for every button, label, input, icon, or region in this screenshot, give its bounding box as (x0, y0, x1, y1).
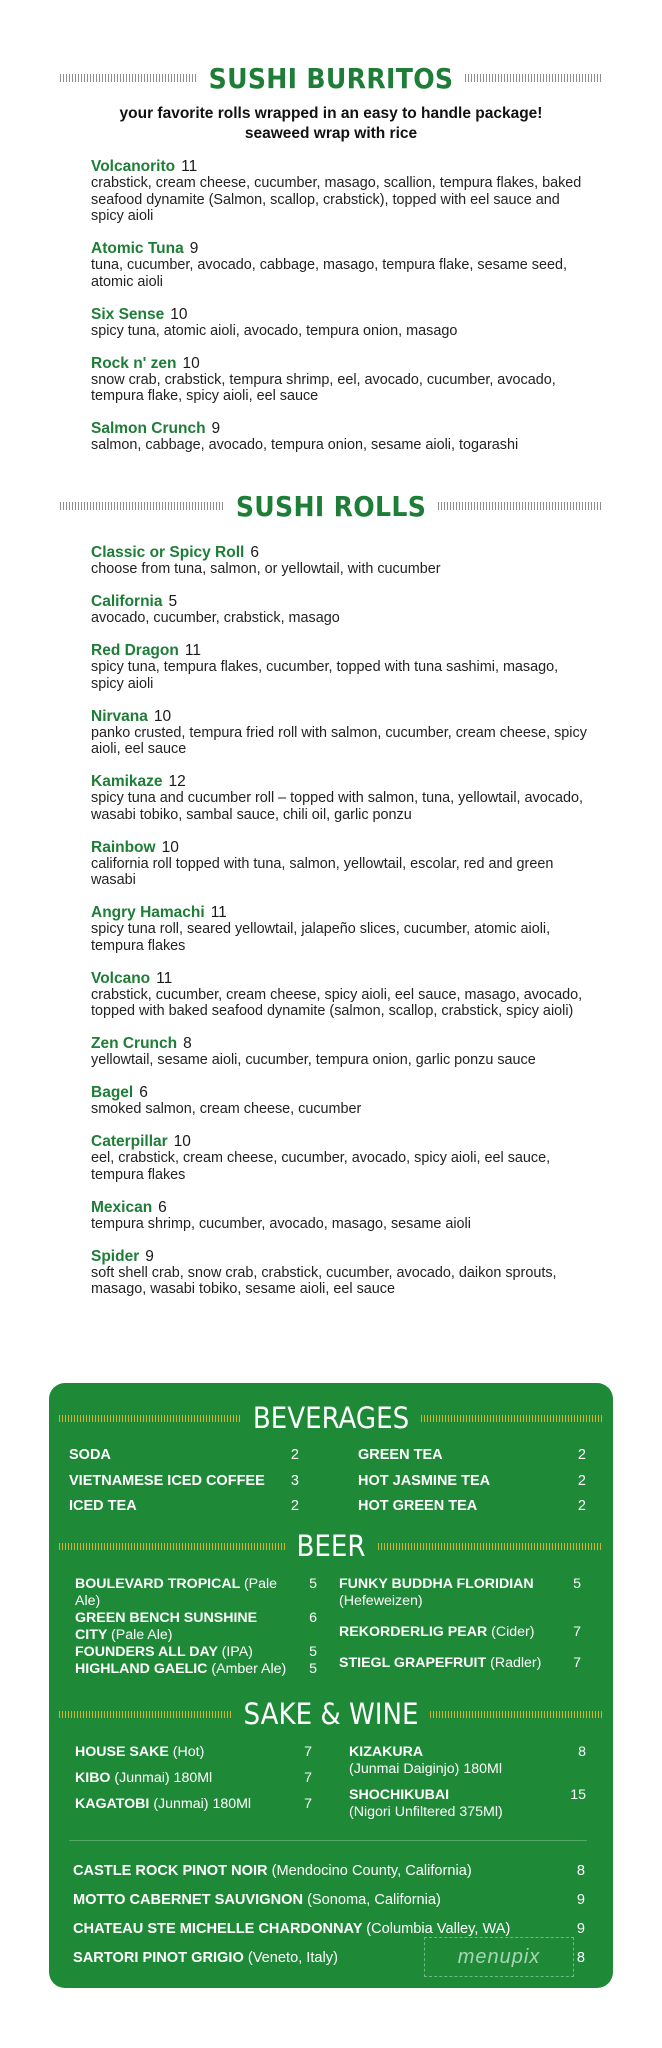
burritos-tagline: your favorite rolls wrapped in an easy to handle package! (119, 105, 543, 122)
drink-name: HOT GREEN TEA (358, 1498, 478, 1514)
drink-price: 15 (570, 1787, 586, 1803)
item-name: Kamikaze (91, 773, 163, 790)
section-title: BEVERAGES (252, 1401, 410, 1435)
menu-item (91, 1133, 591, 1183)
drink-row (75, 1770, 312, 1787)
drink-style: (Junmai Daiginjo) 180Ml (349, 1761, 502, 1777)
menu-item (91, 1084, 591, 1118)
item-description: spicy tuna roll, seared yellowtail, jalapeño slices, cucumber, atomic aioli, tempura flakes (91, 921, 551, 954)
item-description: spicy tuna, tempura flakes, cucumber, topped with tuna sashimi, masago, spicy aioli (91, 659, 559, 692)
divider (69, 1840, 587, 1841)
item-description: avocado, cucumber, crabstick, masago (91, 610, 340, 626)
sake-wine-header (59, 1697, 603, 1731)
drink-region: (Veneto, Italy) (247, 1950, 338, 1966)
drink-style: (Radler) (490, 1655, 542, 1671)
item-description: crabstick, cream cheese, cucumber, masago, scallion, tempura flakes, baked seafood dynamite (Salmon, scallop, crabstick), topped with eel sauce and spicy aioli (91, 175, 582, 224)
drink-row (75, 1661, 317, 1678)
drink-price: 8 (576, 1950, 585, 1966)
drink-name: HIGHLAND GAELIC (75, 1661, 208, 1677)
item-name: Rock n' zen (91, 354, 177, 372)
item-price: 10 (173, 1133, 191, 1150)
item-description: tuna, cucumber, avocado, cabbage, masago, tempura flake, sesame seed, atomic aioli (91, 257, 567, 290)
item-description: panko crusted, tempura fried roll with salmon, cucumber, cream cheese, spicy aioli, eel sauce (91, 724, 587, 757)
drink-row (75, 1644, 317, 1661)
item-description: snow crab, crabstick, tempura shrimp, eel, avocado, cucumber, avocado, tempura flake, spicy aioli, eel sauce (91, 371, 556, 404)
menu-item (91, 708, 591, 758)
item-price: 12 (168, 773, 186, 790)
drink-style: (Hefeweizen) (339, 1593, 423, 1609)
drink-style: (IPA) (221, 1644, 253, 1660)
burritos-header (60, 58, 602, 98)
roll-list (91, 544, 591, 1313)
drink-name: BOULEVARD TROPICAL (75, 1576, 240, 1592)
beer-left-column (75, 1576, 317, 1678)
drink-name: FUNKY BUDDHA FLORIDIAN (339, 1576, 534, 1592)
item-description: yellowtail, sesame aioli, cucumber, tempura onion, garlic ponzu sauce (91, 1052, 536, 1068)
burrito-list (91, 158, 591, 469)
item-price: 9 (211, 420, 221, 437)
dotted-rule (430, 1711, 603, 1718)
item-name: Spider (91, 1247, 140, 1265)
dotted-rule (421, 1415, 603, 1422)
item-price: 11 (156, 969, 173, 987)
drink-price: 7 (573, 1655, 581, 1671)
item-price: 8 (183, 1035, 192, 1052)
drink-price: 7 (304, 1744, 312, 1760)
menu-item (91, 970, 591, 1020)
drink-row (349, 1744, 586, 1778)
drink-style: (Junmai) 180Ml (114, 1770, 213, 1786)
drink-row (69, 1494, 299, 1520)
drink-style: (Amber Ale) (211, 1661, 287, 1677)
drink-row (349, 1787, 586, 1821)
drink-style: (Hot) (172, 1744, 205, 1760)
item-price: 5 (168, 593, 178, 610)
menu-item (91, 904, 591, 954)
drink-price: 7 (304, 1770, 312, 1786)
drink-price: 5 (309, 1661, 317, 1677)
drink-row (73, 1886, 585, 1915)
drink-row (75, 1610, 317, 1644)
section-title: BEER (296, 1529, 366, 1563)
drink-name: MOTTO CABERNET SAUVIGNON (73, 1892, 303, 1908)
drink-row (75, 1744, 312, 1761)
item-name: Six Sense (91, 305, 165, 323)
item-name: Classic or Spicy Roll (91, 544, 245, 561)
menu-item (91, 1199, 591, 1233)
drink-price: 9 (576, 1892, 585, 1908)
beverages-right-column (358, 1443, 586, 1520)
drink-price: 5 (309, 1576, 317, 1592)
item-description: crabstick, cucumber, cream cheese, spicy aioli, eel sauce, masago, avocado, topped with baked seafood dynamite (salmon, scallop, crabstick, spicy aioli) (91, 986, 583, 1019)
drink-style: (Pale Ale) (75, 1576, 278, 1609)
drink-row (69, 1469, 299, 1495)
drink-price: 2 (290, 1447, 299, 1463)
item-price: 11 (181, 158, 198, 175)
menu-item (91, 642, 591, 692)
sake-right-column (349, 1744, 586, 1821)
drink-style: (Junmai) 180Ml (153, 1796, 252, 1812)
section-title: SUSHI ROLLS (235, 489, 427, 523)
drink-price: 3 (290, 1472, 299, 1489)
item-description: california roll topped with tuna, salmon, yellowtail, escolar, red and green wasabi (91, 855, 554, 888)
drink-price: 7 (573, 1624, 581, 1640)
menu-item (91, 420, 591, 454)
drinks-panel (49, 1383, 613, 1988)
menu-item (91, 355, 591, 405)
dotted-rule (438, 502, 602, 510)
item-name: Red Dragon (91, 642, 179, 659)
sake-left-column (75, 1744, 312, 1813)
dotted-rule (59, 1711, 232, 1718)
drink-price: 6 (309, 1610, 317, 1626)
item-name: Salmon Crunch (91, 420, 206, 437)
section-title: SUSHI BURRITOS (208, 61, 454, 95)
drink-row (339, 1624, 581, 1641)
item-price: 6 (250, 544, 259, 561)
drink-name: FOUNDERS ALL DAY (75, 1644, 218, 1660)
drink-price: 2 (577, 1498, 586, 1514)
item-name: Bagel (91, 1084, 134, 1101)
drink-name: KAGATOBI (75, 1796, 150, 1812)
menu-item (91, 839, 591, 889)
beverages-header (59, 1401, 603, 1435)
item-name: Atomic Tuna (91, 240, 184, 257)
item-name: Rainbow (91, 838, 156, 856)
item-price: 10 (182, 354, 200, 372)
menu-item (91, 158, 591, 225)
drink-row (339, 1576, 581, 1610)
beer-right-column (339, 1576, 581, 1672)
beer-header (59, 1529, 603, 1563)
item-name: Nirvana (91, 707, 148, 725)
drink-name: GREEN BENCH SUNSHINE CITY (75, 1610, 258, 1643)
item-name: Angry Hamachi (91, 904, 205, 921)
burritos-subtagline: seaweed wrap with rice (244, 125, 418, 142)
menu-item (91, 306, 591, 340)
drink-price: 8 (576, 1863, 585, 1879)
dotted-rule (60, 74, 197, 82)
drink-price: 5 (309, 1644, 317, 1660)
item-name: Volcano (91, 969, 151, 987)
drink-name: HOUSE SAKE (75, 1744, 169, 1760)
item-name: California (91, 593, 163, 610)
drink-name: VIETNAMESE ICED COFFEE (69, 1472, 265, 1489)
drink-region: (Mendocino County, California) (271, 1863, 472, 1879)
drink-row (73, 1857, 585, 1886)
item-description: spicy tuna and cucumber roll – topped with salmon, tuna, yellowtail, avocado, wasabi tobiko, sambal sauce, chili oil, garlic ponzu (91, 790, 583, 823)
drink-name: CHATEAU STE MICHELLE CHARDONNAY (73, 1921, 363, 1937)
drink-row (75, 1796, 312, 1813)
item-price: 6 (139, 1084, 148, 1101)
item-description: eel, crabstick, cream cheese, cucumber, avocado, spicy aioli, eel sauce, tempura flakes (91, 1150, 551, 1183)
item-price: 11 (210, 904, 227, 921)
drink-price: 2 (290, 1498, 299, 1514)
item-price: 10 (161, 838, 179, 856)
drink-row (69, 1443, 299, 1469)
drink-region: (Sonoma, California) (307, 1892, 441, 1908)
drink-name: REKORDERLIG PEAR (339, 1624, 488, 1640)
item-price: 9 (189, 240, 199, 257)
drink-name: STIEGL GRAPEFRUIT (339, 1655, 487, 1671)
drink-name: CASTLE ROCK PINOT NOIR (73, 1863, 268, 1879)
menu-item (91, 593, 591, 627)
menu-item (91, 240, 591, 290)
drink-price: 5 (573, 1576, 581, 1592)
item-price: 6 (158, 1198, 167, 1216)
item-name: Mexican (91, 1198, 153, 1216)
drink-style: (Cider) (491, 1624, 535, 1640)
rolls-header (60, 486, 602, 526)
drink-price: 8 (578, 1744, 586, 1760)
item-price: 11 (184, 642, 201, 659)
item-price: 10 (153, 707, 172, 725)
drink-row (358, 1443, 586, 1469)
item-description: smoked salmon, cream cheese, cucumber (91, 1101, 362, 1117)
drink-name: HOT JASMINE TEA (358, 1472, 491, 1489)
item-description: salmon, cabbage, avocado, tempura onion, sesame aioli, togarashi (91, 437, 519, 453)
drink-style: (Nigori Unfiltered 375Ml) (349, 1804, 503, 1820)
drink-style: (Pale Ale) (111, 1627, 173, 1643)
dotted-rule (378, 1543, 604, 1550)
drink-price: 2 (577, 1472, 586, 1489)
drink-row (75, 1576, 317, 1610)
dotted-rule (60, 502, 224, 510)
drink-name: SARTORI PINOT GRIGIO (73, 1950, 244, 1966)
drink-name: GREEN TEA (358, 1447, 443, 1463)
item-name: Volcanorito (91, 158, 176, 175)
dotted-rule (59, 1415, 241, 1422)
item-name: Zen Crunch (91, 1035, 178, 1052)
item-description: spicy tuna, atomic aioli, avocado, tempura onion, masago (91, 322, 458, 339)
drink-row (358, 1494, 586, 1520)
menu-item (91, 773, 591, 823)
drink-price: 7 (304, 1796, 312, 1812)
menu-item (91, 1035, 591, 1069)
drink-region: (Columbia Valley, WA) (366, 1921, 511, 1937)
drink-name: KIZAKURA (349, 1744, 424, 1760)
drink-price: 2 (577, 1447, 586, 1463)
drink-name: SODA (69, 1447, 111, 1463)
menu-item (91, 1248, 591, 1298)
drink-name: KIBO (75, 1770, 111, 1786)
drink-price: 9 (576, 1921, 585, 1937)
item-name: Caterpillar (91, 1133, 168, 1150)
watermark-logo: menupix (424, 1937, 574, 1977)
item-price: 10 (170, 305, 188, 323)
drink-row (358, 1469, 586, 1495)
beverages-left-column (69, 1443, 299, 1520)
item-description: tempura shrimp, cucumber, avocado, masago, sesame aioli (91, 1215, 471, 1232)
drink-name: SHOCHIKUBAI (349, 1787, 450, 1803)
dotted-rule (59, 1543, 285, 1550)
item-description: soft shell crab, snow crab, crabstick, cucumber, avocado, daikon sprouts, masago, wasabi tobiko, sesame aioli, eel sauce (91, 1264, 557, 1297)
drink-row (339, 1655, 581, 1672)
menu-item (91, 544, 591, 578)
item-price: 9 (145, 1247, 154, 1265)
section-title: SAKE & WINE (243, 1697, 419, 1731)
drink-name: ICED TEA (69, 1498, 137, 1514)
item-description: choose from tuna, salmon, or yellowtail, with cucumber (91, 561, 441, 577)
dotted-rule (465, 74, 602, 82)
